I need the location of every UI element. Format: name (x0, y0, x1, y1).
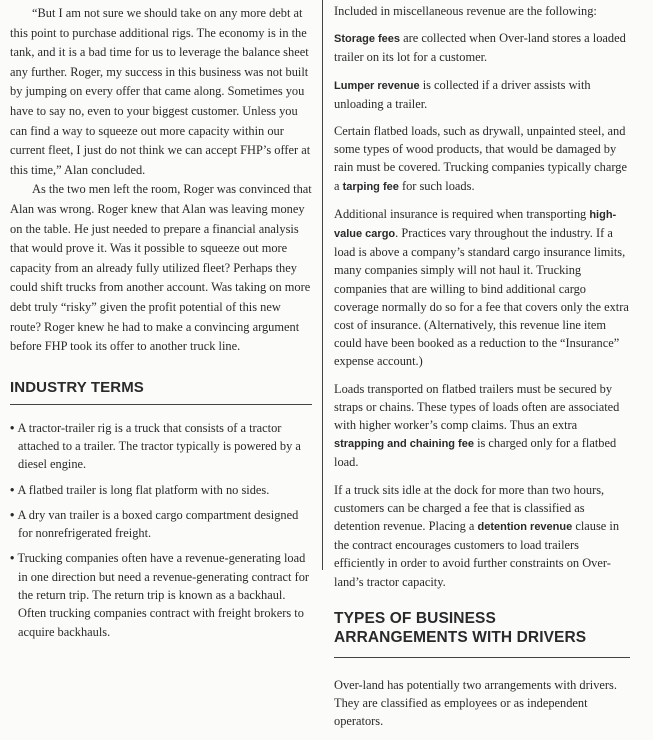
industry-terms-heading: INDUSTRY TERMS (10, 379, 312, 405)
drivers-paragraph: Over-land has potentially two arrangements with drivers. They are classified as employees or as independent operators. (334, 677, 617, 729)
right-column (334, 0, 630, 740)
bullet-icon: • (10, 507, 18, 522)
lumper-revenue-term: Lumper revenue (334, 79, 420, 92)
storage-fees-term: Storage fees (334, 33, 401, 46)
storage-fees-paragraph: Storage fees are collected when Over-land stores a loaded trailer on its lot for a customer. (334, 31, 626, 65)
column-divider (322, 0, 323, 570)
left-column (10, 0, 312, 648)
high-value-cargo-paragraph: Additional insurance is required when transporting high-value cargo. Practices vary throughout the industry. If a load is above a company’s standard cargo insurance limits, many companies simply will not haul it. Trucking companies that are willing to bind additional cargo coverage normally do so for a fee that covers only the extra cost of insurance. (Alternatively, this revenue line item could have been booked as a reduction to the “Insurance” expense account.) (334, 206, 629, 369)
bullet-icon: • (10, 551, 18, 566)
business-arrangements-heading: TYPES OF BUSINESS ARRANGEMENTS WITH DRIVERS (334, 609, 630, 658)
misc-revenue-intro: Included in miscellaneous revenue are the following: (334, 4, 597, 18)
bullet-icon: • (10, 420, 18, 435)
lumper-revenue-paragraph: Lumper revenue is collected if a driver assists with unloading a trailer. (334, 77, 591, 111)
strapping-fee-term: strapping and chaining fee (334, 438, 474, 451)
list-item: • A dry van trailer is a boxed cargo compartment designed for nonrefrigerated freight. (10, 507, 299, 541)
detention-revenue-term: detention revenue (477, 521, 573, 534)
list-item: • A flatbed trailer is long flat platform with no sides. (10, 482, 270, 497)
detention-revenue-paragraph: If a truck sits idle at the dock for more than two hours, customers can be charged a fee that is classified as detention revenue. Placing a detention revenue clause in the contract encourages customers to load trailers efficiently in order to avoid further constraints on Over-land’s tractor capacity. (334, 482, 620, 589)
strapping-fee-paragraph: Loads transported on flatbed trailers must be secured by straps or chains. These types of loads often are associated with higher worker’s comp claims. Thus an extra strapping and chaining fee is charged only for a flatbed load. (334, 381, 620, 470)
bullet-icon: • (10, 482, 18, 497)
tarping-fee-paragraph: Certain flatbed loads, such as drywall, unpainted steel, and some types of wood products, that would be damaged by rain must be covered. Trucking companies typically charge a tarping fee for such loads. (334, 124, 627, 193)
story-paragraph-1: “But I am not sure we should take on any more debt at this point to purchase additional rigs. The economy is in the tank, and it is a bad time for us to leverage the balance sheet any further. Roger, my success in this business was not built by jumping on every offer that came along. Sometimes you have to say no, even to your biggest customer. Unless you can find a way to squeeze out more capacity within our current fleet, I just do not think we can accept FHP’s offer at this time,” Alan concluded. (10, 6, 311, 177)
industry-terms-list (10, 419, 312, 641)
tarping-fee-term: tarping fee (342, 180, 399, 193)
story-paragraph-2: As the two men left the room, Roger was convinced that Alan was wrong. Roger knew that Alan was leaving money on the table. He just needed to prepare a financial analysis that would prove it. Was it possible to squeeze out more capacity from an already fully utilized fleet? Perhaps they could shift trucks from another account. Was taking on more debt truly “risky” given the profit potential of this new route? Roger knew he had to make a convincing argument before FHP took its offer to another truck line. (10, 182, 312, 354)
list-item: • Trucking companies often have a revenue-generating load in one direction but need a revenue-generating contract for the return trip. The return trip is known as a backhaul. Often trucking companies contract with freight brokers to acquire backhauls. (10, 551, 310, 639)
list-item: • A tractor-trailer rig is a truck that consists of a tractor attached to a trailer. The tractor typically is powered by a diesel engine. (10, 420, 301, 472)
high-value-cargo-term: high-value cargo (334, 208, 617, 241)
